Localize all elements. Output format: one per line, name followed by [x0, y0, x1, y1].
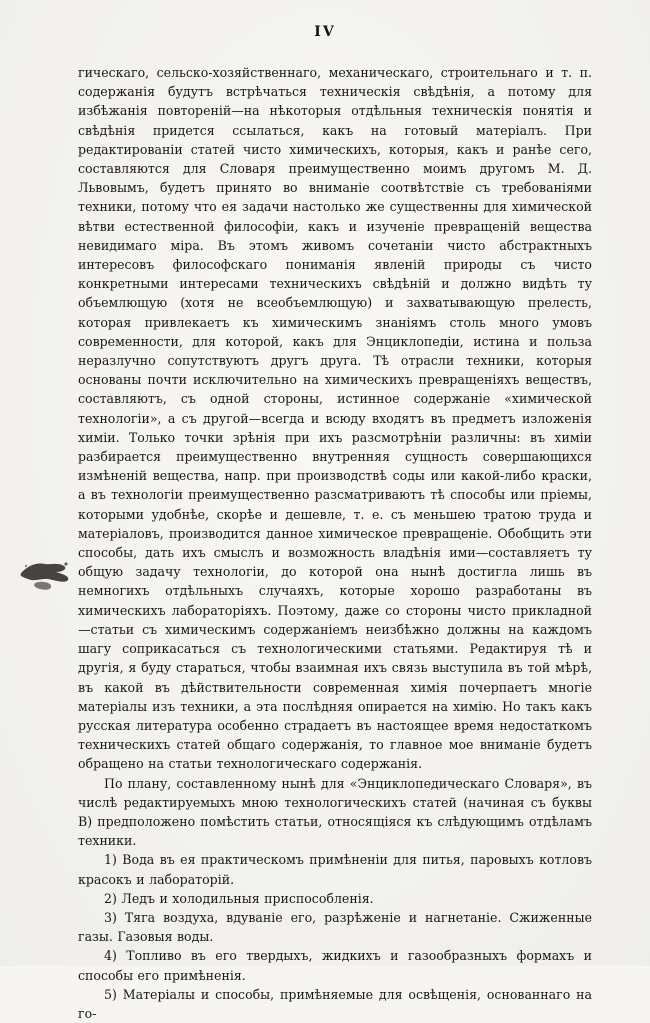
ink-smudge-artifact: [18, 552, 74, 598]
body-paragraph-plan: По плану, составленному нынѣ для «Энциклопедическаго Словаря», въ числѣ редактируемыхъ мною технологическихъ статей (начиная съ буквы В) предположено помѣстить статьи, относящіяся къ слѣдующимъ отдѣламъ техники.: [78, 775, 592, 849]
body-paragraph-continuation: гическаго, сельско-хозяйственнаго, механическаго, строительнаго и т. п. содержанія будутъ встрѣчаться техническія свѣдѣнія, а потому для избѣжанія повтореній—на нѣкоторыя отдѣльныя техническія понятія и свѣдѣнія придется ссылаться, какъ на готовый матеріалъ. При редактированіи статей чисто химическихъ, которыя, какъ и ранѣе сего, составляются для Словаря преимущественно моимъ другомъ М. Д. Львовымъ, будетъ принято во вниманіе соотвѣтствіе съ требованіями техники, потому что ея задачи настолько же существенны для химической вѣтви естественной философіи, какъ и изученіе превращеній вещества невидимаго міра. Въ этомъ живомъ сочетаніи чисто абстрактныхъ интересовъ философскаго пониманія явленій природы съ чисто конкретными интересами техническихъ свѣдѣній и должно видѣть ту объемлющую (хотя не всеобъемлющую) и захватывающую прелесть, которая привлекаетъ къ химическимъ знаніямъ столь много умовъ современности, для которой, какъ для Энциклопедіи, истина и польза неразлучно сопутствуютъ другъ друга. Тѣ отрасли техники, которыя основаны почти исключительно на химическихъ превращеніяхъ веществъ, составляютъ, съ одной стороны, истинное содержаніе «химической технологіи», а съ другой—всегда и всюду входятъ въ предметъ изложенія химіи. Только точки зрѣнія при ихъ разсмотрѣніи различны: въ химіи разбирается преимущественно внутренняя сущность совершающихся измѣненій вещества, напр. при производствѣ соды или какой-либо краски, а въ технологіи преимущественно разсматриваютъ тѣ способы или пріемы, которыми удобнѣе, скорѣе и дешевле, т. е. съ меньшею тратою труда и матеріаловъ, производится данное химическое превращеніе. Обобщить эти способы, дать ихъ смыслъ и возможность владѣнія ими—составляетъ ту общую задачу технологіи, до которой она нынѣ достигла лишь въ немногихъ отдѣльныхъ случаяхъ, которые хорошо разработаны въ химическихъ лабораторіяхъ. Поэтому, даже со стороны чисто прикладной—статьи съ химическимъ содержаніемъ неизбѣжно должны на каждомъ шагу соприкасаться съ технологическими статьями. Редактируя тѣ и другія, я буду стараться, чтобы взаимная ихъ связь выступила въ той мѣрѣ, въ какой въ дѣйствительности современная химія почерпаетъ многіе матеріалы изъ техники, а эта послѣдняя опирается на химію. Но такъ какъ русская литература особенно страдаетъ въ настоящее время недостаткомъ техническихъ статей общаго содержанія, то главное мое вниманіе будетъ обращено на статьи технологическаго содержанія.: [78, 65, 592, 772]
list-item-2: 2) Ледъ и холодильныя приспособленія.: [104, 890, 374, 906]
list-item-1: 1) Вода въ ея практическомъ примѣненіи для питья, паровыхъ котловъ красокъ и лабораторій.: [78, 852, 592, 887]
list-item-4: 4) Топливо въ его твердыхъ, жидкихъ и газообразныхъ формахъ и способы его примѣненія.: [78, 948, 592, 983]
page-text-block: [78, 63, 592, 1023]
list-item-3: 3) Тяга воздуха, вдуваніе его, разрѣженіе и нагнетаніе. Сжиженные газы. Газовыя воды.: [78, 909, 592, 945]
list-item-5: 5) Матеріалы и способы, примѣняемые для освѣщенія, основаннаго на го-: [78, 986, 592, 1021]
page-number: IV: [314, 24, 336, 40]
